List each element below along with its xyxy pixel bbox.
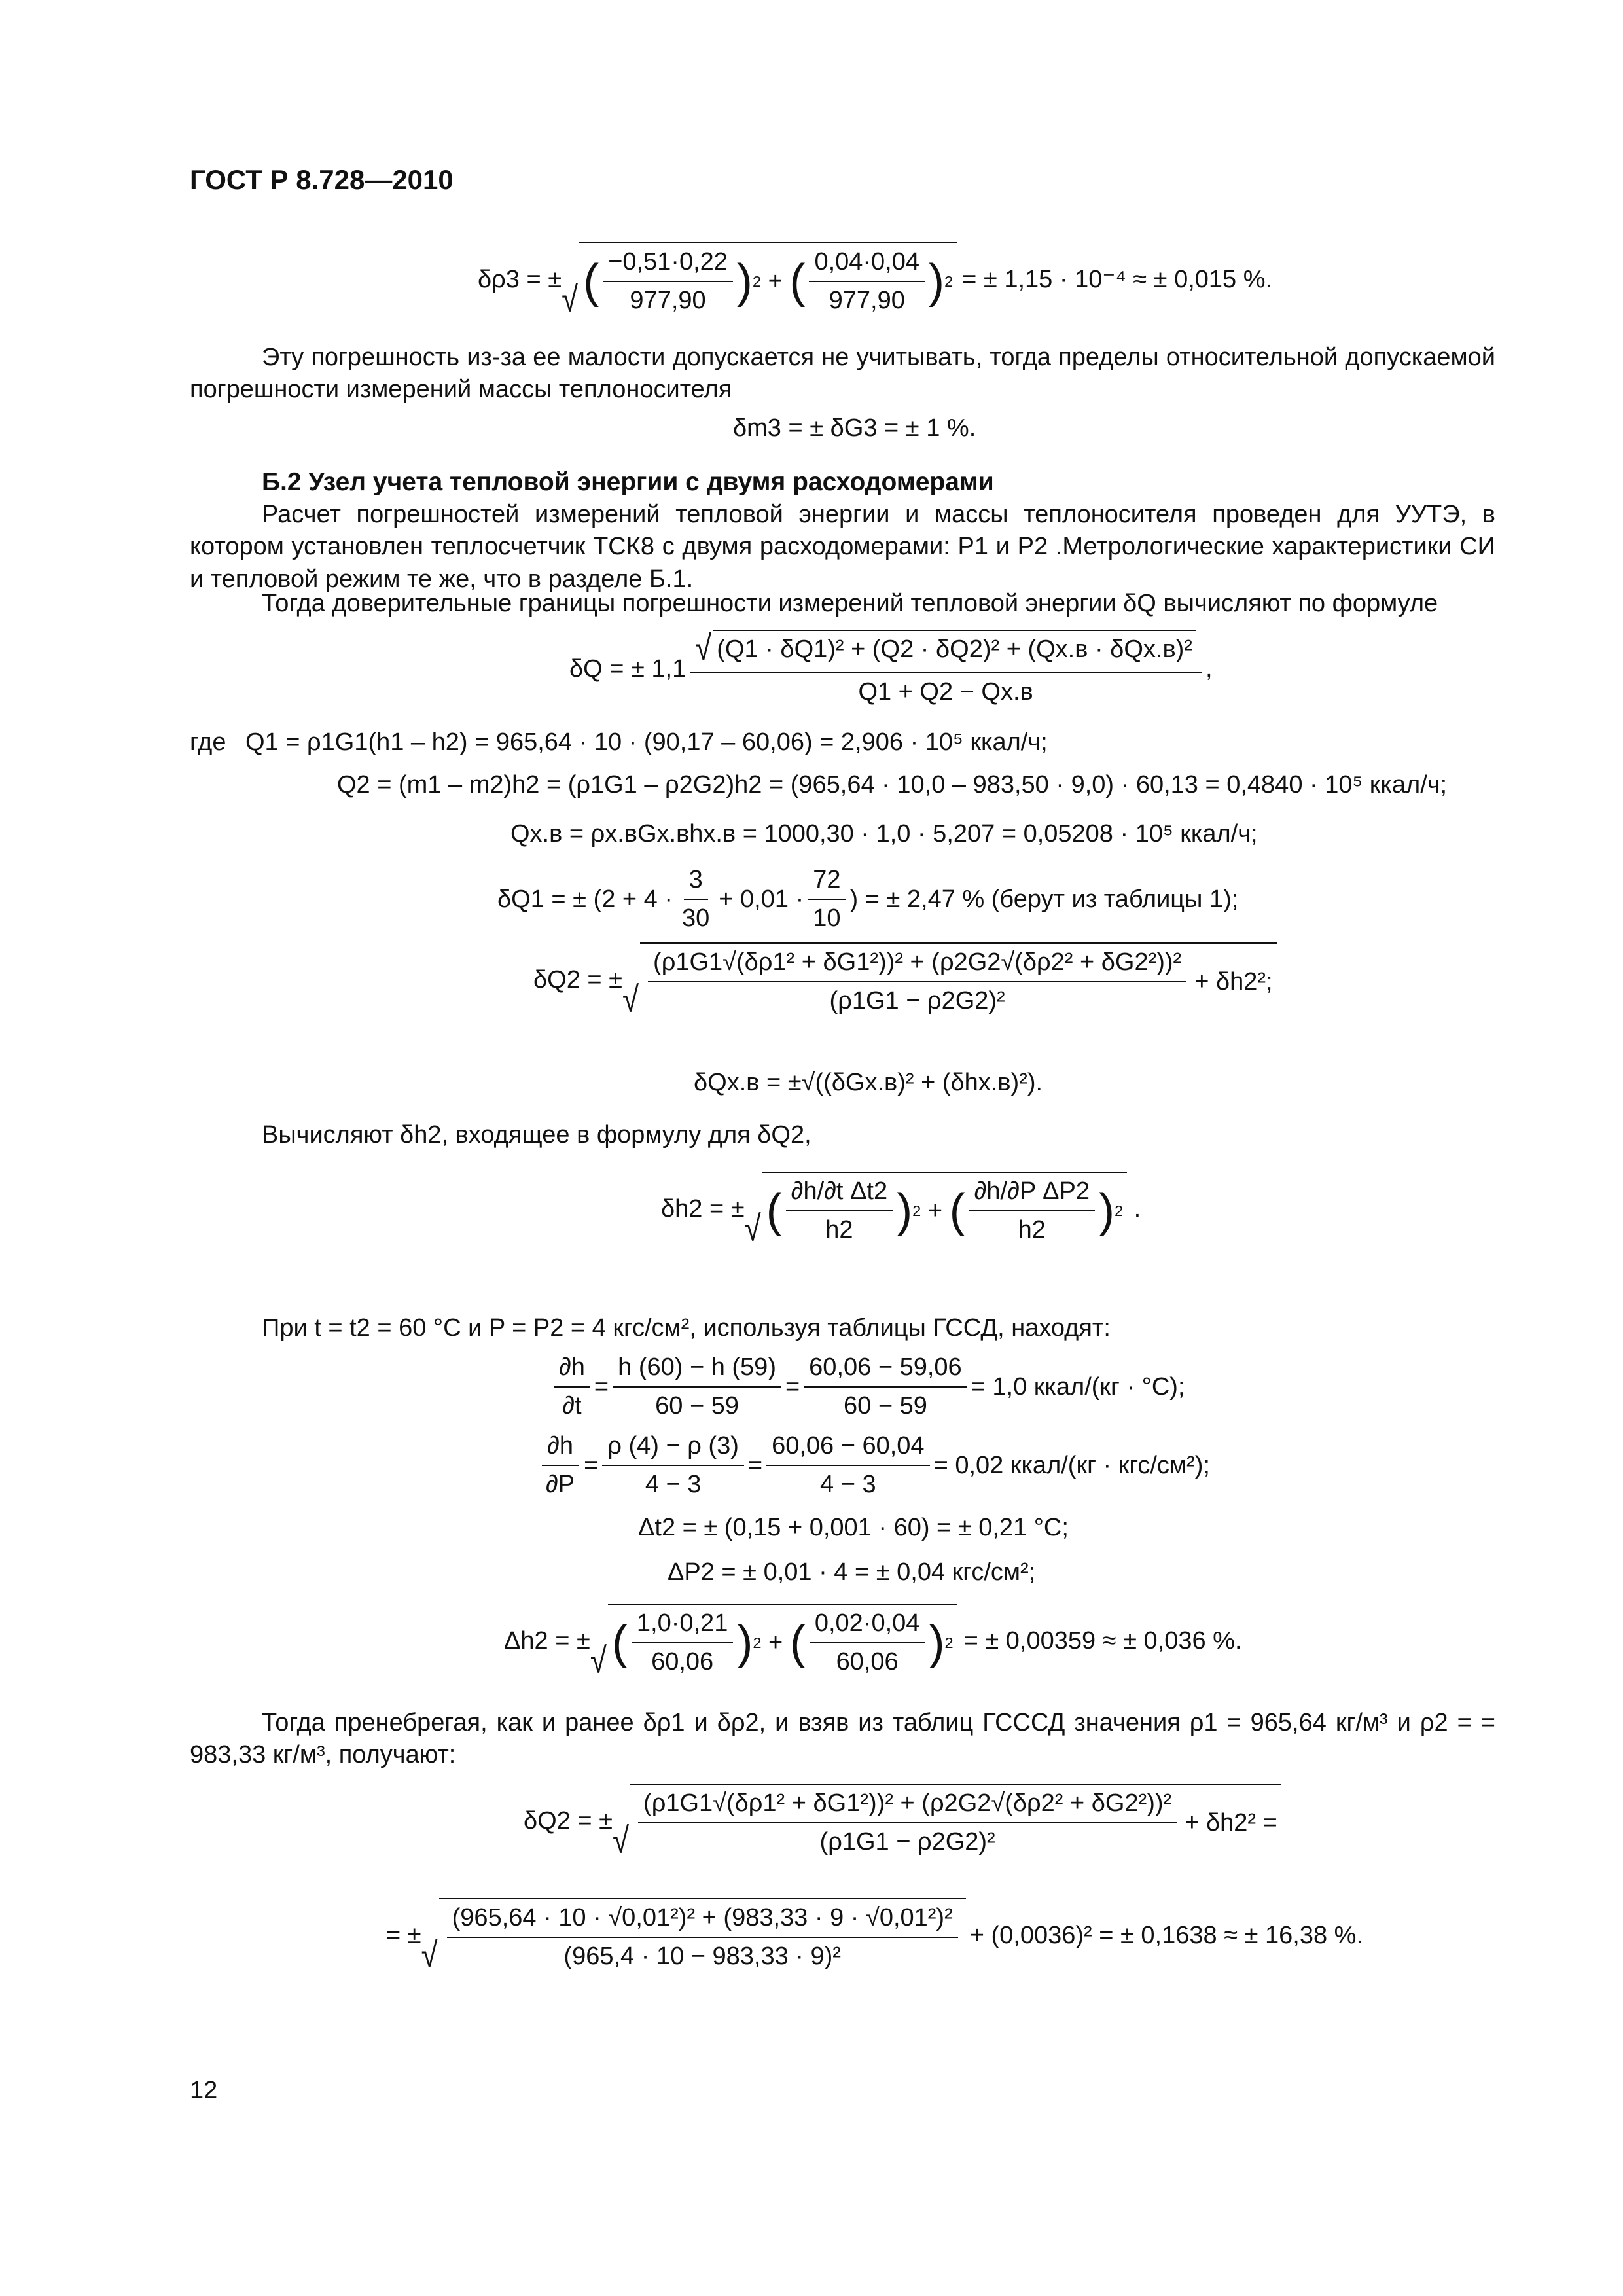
page-number: 12 xyxy=(190,2077,218,2104)
paragraph-4: Вычисляют δh2, входящее в формулу для δQ2, xyxy=(262,1121,812,1149)
equation-dQ: δQ = ± 1,1 √ (Q1 · δQ1)² + (Q2 · δQ2)² + (Qх.в · δQх.в)² Q1 + Q2 − Qх.в , xyxy=(569,628,1213,706)
equation-Q2: Q2 = (m1 – m2)h2 = (ρ1G1 – ρ2G2)h2 = (965,64 · 10,0 – 983,50 · 9,0) · 60,13 = 0,4840 · 10⁵ ккал/ч; xyxy=(337,771,1448,798)
paragraph-1: Эту погрешность из-за ее малости допускается не учитывать, тогда пределы относительной допускаемой погрешности измерений массы теплоносителя xyxy=(190,344,1495,404)
paragraph-6: Тогда пренебрегая, как и ранее δρ1 и δρ2, и взяв из таблиц ГСССД значения ρ1 = 965,64 кг/м³ и ρ2 = = 983,33 кг/м³, получают: xyxy=(190,1709,1495,1769)
where-label: где xyxy=(190,728,226,756)
equation-dhdP: $\frac{\partial h}{\partial P}$ = $\frac{\rho (4) - \rho (3)}{4 - 3}$ = $\frac{60,06 - 60,04}{4 - 3}$ = 0,02 ккал/(кг · кгс/см²); xyxy=(537,1430,1210,1501)
equation-Qxv: Qх.в = ρх.вGх.вhх.в = 1000,30 · 1,0 · 5,207 = 0,05208 · 10⁵ ккал/ч; xyxy=(510,820,1258,848)
equation-dQxv: δQх.в = ±√((δGх.в)² + (δhх.в)²). xyxy=(694,1069,1043,1096)
paragraph-5: При t = t2 = 60 °С и P = P2 = 4 кгс/см², используя таблицы ГССД, находят: xyxy=(262,1314,1111,1342)
equation-dhdt: $\frac{\partial h}{\partial t}$ = $\frac{h (60) - h (59)}{60 - 59}$ = $\frac{60,06 - 59,06}{60 - 59}$ = 1,0 ккал/(кг · °С); xyxy=(550,1352,1185,1423)
equation-drho3: δρ3 = ± √ ( $\frac{-0,51\cdot 0,22}{977,90}$ ) 2 + ( $\frac{0,04\cdot 0,04}{977,90}$ ) 2 = ± 1,15 · 10⁻⁴ ≈ ± 0,015 %. xyxy=(478,242,1272,317)
equation-Q1: Q1 = ρ1G1(h1 – h2) = 965,64 · 10 · (90,17 – 60,06) = 2,906 · 10⁵ ккал/ч; xyxy=(245,728,1048,756)
sqrt: √ ( $\frac{-0,51\cdot 0,22}{977,90}$ ) 2 + ( $\frac{0,04\cdot 0,04}{977,90}$ ) 2 xyxy=(562,242,957,317)
paragraph-3: Тогда доверительные границы погрешности измерений тепловой энергии δQ вычисляют по формуле xyxy=(262,590,1438,617)
document-header: ГОСТ Р 8.728—2010 xyxy=(190,164,454,195)
equation-dm3: δm3 = ± δG3 = ± 1 %. xyxy=(733,414,976,442)
equation-dQ2: δQ2 = ± √ $\frac{\text{(ρ1G1√(δρ1² + δG1²))² + (ρ2G2√(δρ2² + δG2²))²}}{\text{(ρ1G1 − ρ2G2)²}}$ + δh2²; xyxy=(533,942,1277,1018)
paragraph-2: Расчет погрешностей измерений тепловой энергии и массы теплоносителя проведен для УУТЭ, в котором установлен теплосчетчик ТСК8 с двумя расходомерами: Р1 и Р2 .Метрологические характеристики СИ и тепловой режим те же, что в разделе Б.1. xyxy=(190,501,1495,593)
section-title: Б.2 Узел учета тепловой энергии с двумя расходомерами xyxy=(262,468,994,496)
equation-dQ2-final: = ± √ $\frac{\text{(965,64 · 10 · √0,01²)² + (983,33 · 9 · √0,01²)²}}{\text{(965,4 · 10 − 983,33 · 9)²}}$ + (0,0036)² = ± 0,1638 ≈ ± 16,38 %. xyxy=(386,1898,1363,1973)
equation-dP2: ΔP2 = ± 0,01 · 4 = ± 0,04 кгс/см²; xyxy=(668,1558,1036,1586)
equation-dh2: δh2 = ± √ ( $\frac{\text{∂h/∂t Δt2}}{h2}$ ) 2 + ( $\frac{\text{∂h/∂P ΔP2}}{h2}$ ) 2 . xyxy=(661,1172,1141,1247)
equation-dQ2-repeat: δQ2 = ± √ $\frac{\text{(ρ1G1√(δρ1² + δG1²))² + (ρ2G2√(δρ2² + δG2²))²}}{\text{(ρ1G1 − ρ2G2)²}}$ + δh2² = xyxy=(524,1784,1281,1859)
equation-dQ1: δQ1 = ± (2 + 4 · $\frac{3}{30}$ + 0,01 · $\frac{72}{10}$ ) = ± 2,47 % (берут из таблицы 1); xyxy=(497,864,1238,935)
equation-dt2: Δt2 = ± (0,15 + 0,001 · 60) = ± 0,21 °С; xyxy=(638,1514,1069,1541)
equation-Dh2: Δh2 = ± √ ( $\frac{1,0\cdot 0,21}{60,06}$ ) 2 + ( $\frac{0,02\cdot 0,04}{60,06}$ ) 2 = ± 0,00359 ≈ ± 0,036 %. xyxy=(504,1604,1242,1679)
